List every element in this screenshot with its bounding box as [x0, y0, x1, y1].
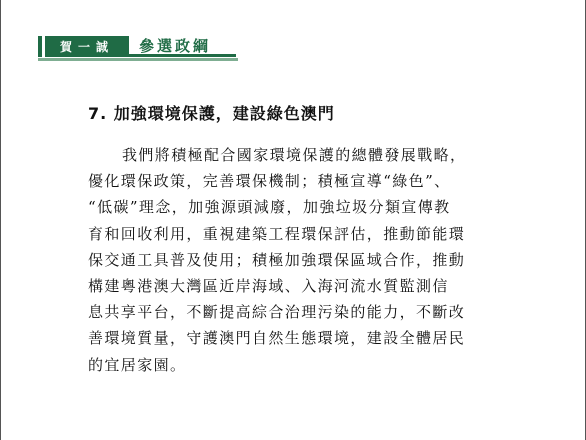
header-underline [38, 58, 238, 61]
header-accent-stripe [38, 36, 42, 57]
paragraph-line: 息共享平台，不斷提高綜合治理污染的能力，不斷改 [88, 303, 466, 322]
paragraph-line: “低碳”理念，加強源頭減廢，加強垃圾分類宣傳教 [88, 198, 451, 217]
page-edge-left [0, 0, 1, 440]
section-title-block [129, 36, 236, 57]
candidate-name-badge [45, 36, 129, 57]
paragraph-line: 育和回收利用，重視建築工程環保評估，推動節能環 [88, 224, 466, 243]
paragraph-line: 構建粵港澳大灣區近岸海域、入海河流水質監測信 [88, 277, 449, 296]
candidate-name: 賀一誠 [59, 40, 114, 54]
paragraph-line: 的宜居家園。 [88, 355, 187, 374]
paragraph-line: 善環境質量，守護澳門自然生態環境，建設全體居民 [88, 329, 466, 348]
paragraph-line: 保交通工具普及使用；積極加強環保區域合作，推動 [88, 250, 466, 269]
section-title: 參選政綱 [139, 36, 212, 55]
paragraph-line: 我們將積極配合國家環境保護的總體發展戰略， [122, 146, 467, 164]
page-header [38, 36, 236, 57]
body-paragraph [88, 142, 504, 378]
paragraph-line: 優化環保政策，完善環保機制；積極宣導“綠色”、 [88, 172, 451, 191]
section-heading: 7. 加強環境保護，建設綠色澳門 [88, 104, 335, 123]
